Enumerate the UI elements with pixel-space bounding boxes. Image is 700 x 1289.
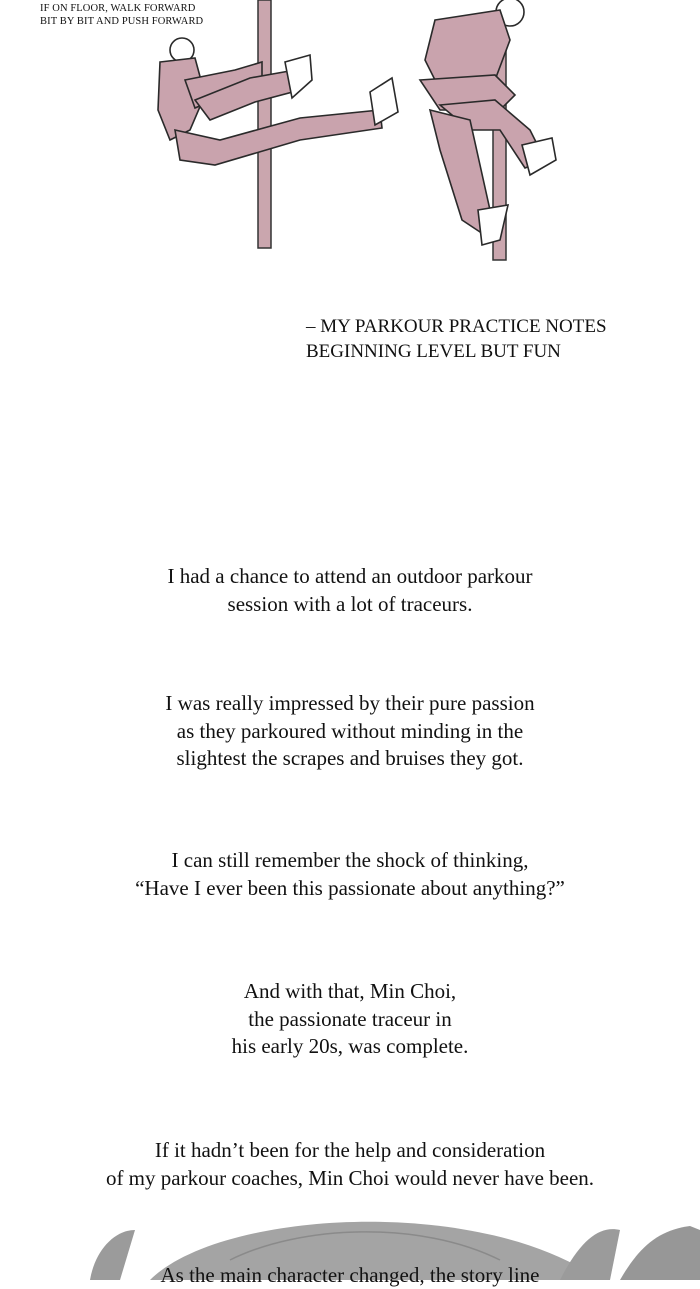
paragraph-line: session with a lot of traceurs. [227, 591, 473, 616]
paragraph-line: I can still remember the shock of thinking, [171, 848, 529, 872]
figure-left [158, 38, 398, 165]
caption-line-2: BIT BY BIT AND PUSH FORWARD [40, 16, 204, 27]
figure-right [420, 0, 556, 245]
caption-line-1: IF ON FLOOR, WALK FORWARD [40, 3, 196, 14]
paragraph-line: slightest the scrapes and bruises they got. [176, 746, 524, 770]
paragraph-line: his early 20s, was complete. [231, 1034, 469, 1058]
paragraph-4 [0, 978, 700, 1061]
paragraph-2 [0, 690, 700, 773]
paragraph-line: If it hadn’t been for the help and consideration [154, 1138, 546, 1162]
illustration-caption [40, 2, 203, 28]
pole-left [258, 0, 271, 248]
notes-line-2: BEGINNING LEVEL BUT FUN [306, 341, 561, 362]
paragraph-line: And with that, Min Choi, [243, 979, 457, 1003]
paragraph-line: “Have I ever been this passionate about anything?” [135, 875, 565, 900]
paragraph-3 [0, 847, 700, 902]
parkour-illustration [0, 0, 700, 290]
paragraph-line: of my parkour coaches, Min Choi would never have been. [105, 1165, 595, 1190]
paragraph-5 [0, 1137, 700, 1192]
paragraph-line: I was really impressed by their pure passion [165, 691, 535, 715]
cropped-paragraph: As the main character changed, the story line [160, 1263, 540, 1287]
practice-notes-label [306, 314, 607, 364]
pole-climb-drawing [0, 0, 700, 290]
notes-line-1: – MY PARKOUR PRACTICE NOTES [306, 316, 607, 337]
paragraph-1 [0, 563, 700, 618]
paragraph-line: I had a chance to attend an outdoor parkour [167, 564, 533, 588]
paragraph-line: the passionate traceur in [248, 1006, 452, 1031]
paragraph-line: as they parkoured without minding in the [176, 718, 524, 743]
